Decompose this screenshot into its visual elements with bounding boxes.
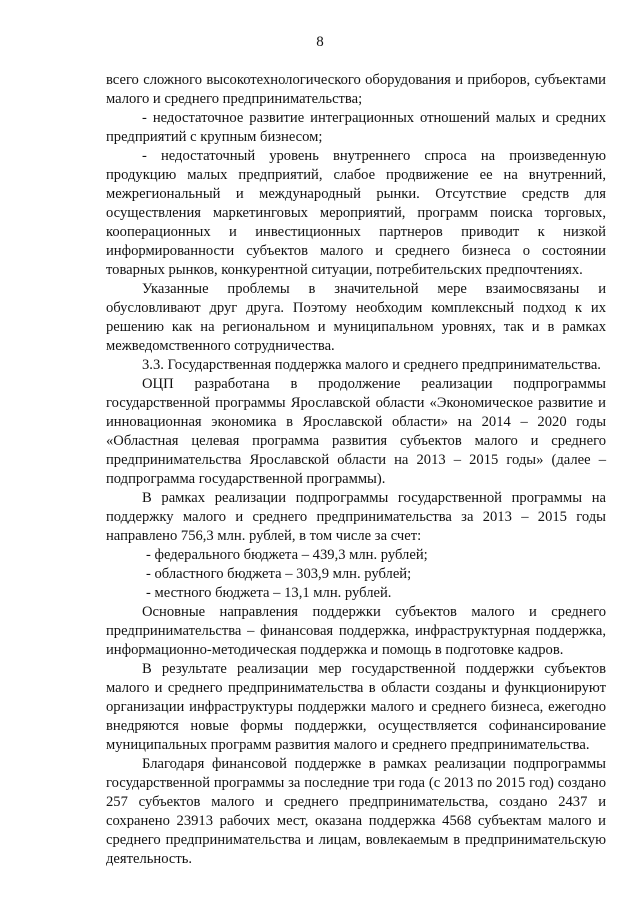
document-body <box>106 71 606 869</box>
paragraph-demand-bullet: - недостаточный уровень внутреннего спроса на произведенную продукцию малых предприятий, слабое продвижение ее на внутренний, межрегиональный и международный рынки. Отсутствие средств для осуществления маркетинговых мероприятий, программ поиска торговых, кооперационных и инвестиционных партнеров приводит к низкой информированности субъектов малого и среднего бизнеса о состоянии товарных рынков, конкурентной ситуации, потребительских предпочтениях. <box>106 148 606 278</box>
paragraph-integration-bullet: - недостаточное развитие интеграционных отношений малых и средних предприятий с крупным бизнесом; <box>106 110 606 145</box>
paragraph-funding-total: В рамках реализации подпрограммы государственной программы на поддержку малого и среднего предпринимательства за 2013 – 2015 годы направлено 756,3 млн. рублей, в том числе за счет: <box>106 490 606 544</box>
paragraph-financial-support-results: Благодаря финансовой поддержке в рамках реализации подпрограммы государственной программы за последние три года (с 2013 по 2015 год) создано 257 субъектов малого и среднего предпринимательства, создано 2437 и сохранено 23913 рабочих мест, оказана поддержка 4568 субъектам малого и среднего предпринимательства и лицам, вовлекаемым в предпринимательскую деятельность. <box>106 756 606 867</box>
paragraph-problems-summary: Указанные проблемы в значительной мере взаимосвязаны и обусловливают друг друга. Поэтому необходим комплексный подход к их решению как на региональном и муниципальном уровнях, так и в рамках межведомственного сотрудничества. <box>106 281 606 354</box>
paragraph-ocp-development: ОЦП разработана в продолжение реализации подпрограммы государственной программы Ярославской области «Экономическое развитие и инновационная экономика в Ярославской области» на 2014 – 2020 годы «Областная целевая программа развития субъектов малого и среднего предпринимательства Ярославской области на 2013 – 2015 годы» (далее – подпрограмма государственной программы). <box>106 376 606 487</box>
paragraph-support-directions: Основные направления поддержки субъектов малого и среднего предпринимательства – финансовая поддержка, инфраструктурная поддержка, информационно-методическая поддержка и помощь в подготовке кадров. <box>106 604 606 658</box>
section-heading-3-3: 3.3. Государственная поддержка малого и среднего предпринимательства. <box>142 357 601 373</box>
funding-regional-item: - областного бюджета – 303,9 млн. рублей; <box>146 566 412 582</box>
paragraph-support-results: В результате реализации мер государственной поддержки субъектов малого и среднего предпринимательства в области созданы и функционируют организации инфраструктуры поддержки малого и среднего бизнеса, ежегодно внедряются новые формы поддержки, осуществляется софинансирование муниципальных программ развития малого и среднего предпринимательства. <box>106 661 606 753</box>
page-number: 8 <box>316 34 324 50</box>
paragraph-equipment-continuation: всего сложного высокотехнологического оборудования и приборов, субъектами малого и среднего предпринимательства; <box>106 72 606 107</box>
funding-federal-item: - федерального бюджета – 439,3 млн. рублей; <box>146 547 428 563</box>
funding-local-item: - местного бюджета – 13,1 млн. рублей. <box>146 585 392 601</box>
